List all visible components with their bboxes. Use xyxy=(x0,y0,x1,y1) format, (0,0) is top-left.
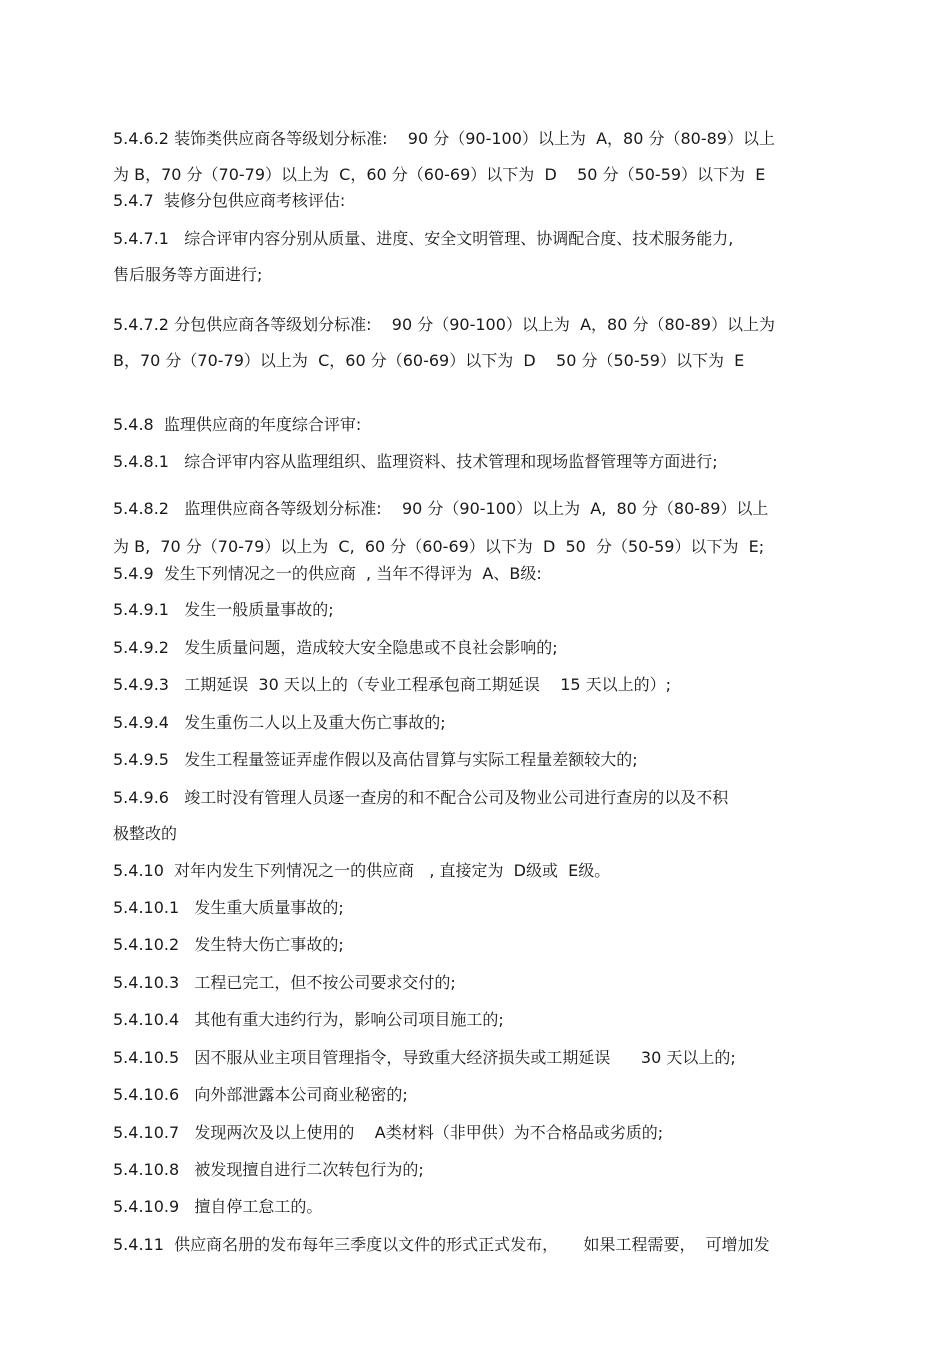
text-line: 5.4.10.9 擅自停工怠工的。 xyxy=(113,1197,323,1216)
text-line: 5.4.10.4 其他有重大违约行为，影响公司项目施工的; xyxy=(113,1010,504,1029)
text-line: 5.4.10.5 因不服从业主项目管理指令，导致重大经济损失或工期延误 30 天以上的; xyxy=(113,1048,736,1067)
text-line: 5.4.10.8 被发现擅自进行二次转包行为的; xyxy=(113,1160,424,1179)
text-line: 5.4.10.2 发生特大伤亡事故的; xyxy=(113,935,344,954)
text-line: 5.4.9.6 竣工时没有管理人员逐一查房的和不配合公司及物业公司进行查房的以及不积 xyxy=(113,788,729,807)
text-line: 5.4.8.1 综合评审内容从监理组织、监理资料、技术管理和现场监督管理等方面进行; xyxy=(113,452,718,471)
text-line: 5.4.7.2 分包供应商各等级划分标准: 90 分（90-100）以上为 A，80 分（80-89）以上为 xyxy=(113,315,775,334)
text-line: 5.4.10 对年内发生下列情况之一的供应商 , 直接定为 D级或 E级。 xyxy=(113,861,611,880)
text-line: 5.4.9 发生下列情况之一的供应商 , 当年不得评为 A、B级: xyxy=(113,564,542,583)
text-line: 5.4.7.1 综合评审内容分别从质量、进度、安全文明管理、协调配合度、技术服务能力, xyxy=(113,229,734,248)
text-line: 5.4.9.5 发生工程量签证弄虚作假以及高估冒算与实际工程量差额较大的; xyxy=(113,750,638,769)
text-line: 5.4.9.3 工期延误 30 天以上的（专业工程承包商工期延误 15 天以上的）; xyxy=(113,675,672,694)
text-line: B，70 分（70-79）以上为 C，60 分（60-69）以下为 D 50 分（50-59）以下为 E xyxy=(113,351,745,370)
text-line: 5.4.9.4 发生重伤二人以上及重大伤亡事故的; xyxy=(113,713,446,732)
text-line: 5.4.10.7 发现两次及以上使用的 A类材料（非甲供）为不合格品或劣质的; xyxy=(113,1123,664,1142)
text-line: 5.4.9.1 发生一般质量事故的; xyxy=(113,600,334,619)
text-line: 5.4.10.6 向外部泄露本公司商业秘密的; xyxy=(113,1085,408,1104)
text-line: 为 B, 70 分（70-79）以上为 C, 60 分（60-69）以下为 D 50 分（50-59）以下为 E; xyxy=(113,537,765,556)
text-line: 5.4.11 供应商名册的发布每年三季度以文件的形式正式发布， 如果工程需要， 可增加发 xyxy=(113,1235,770,1254)
text-line: 5.4.6.2 装饰类供应商各等级划分标准: 90 分（90-100）以上为 A，80 分（80-89）以上 xyxy=(113,129,775,148)
text-line: 5.4.10.3 工程已完工，但不按公司要求交付的; xyxy=(113,973,456,992)
text-line: 为 B，70 分（70-79）以上为 C，60 分（60-69）以下为 D 50 分（50-59）以下为 E xyxy=(113,165,766,184)
text-line: 5.4.9.2 发生质量问题，造成较大安全隐患或不良社会影响的; xyxy=(113,638,558,657)
text-line: 极整改的 xyxy=(113,824,178,843)
text-line: 5.4.7 装修分包供应商考核评估: xyxy=(113,191,346,210)
text-line: 5.4.8 监理供应商的年度综合评审: xyxy=(113,415,362,434)
text-line: 5.4.8.2 监理供应商各等级划分标准: 90 分（90-100）以上为 A, 80 分（80-89）以上 xyxy=(113,499,769,518)
text-line: 5.4.10.1 发生重大质量事故的; xyxy=(113,898,344,917)
text-line: 售后服务等方面进行; xyxy=(113,265,263,284)
